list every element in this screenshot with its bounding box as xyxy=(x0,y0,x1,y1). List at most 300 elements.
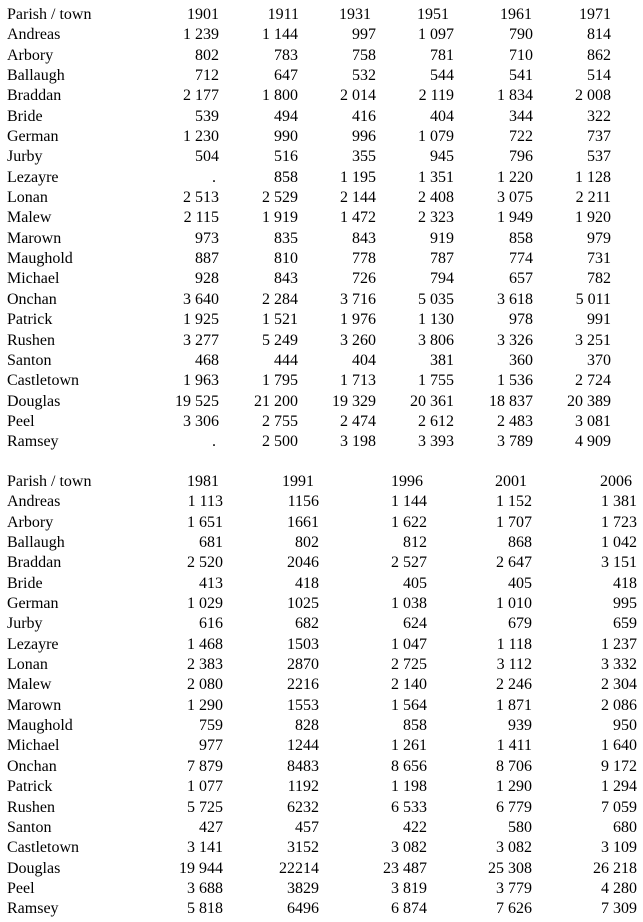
population-value: 1156 xyxy=(287,493,319,511)
population-value: 1025 xyxy=(287,595,319,613)
population-value: 828 xyxy=(295,717,319,735)
population-value: 1 220 xyxy=(497,168,533,186)
parish-name: Peel xyxy=(7,412,35,430)
table-row xyxy=(7,859,643,879)
population-value: 2 115 xyxy=(183,209,219,227)
population-value: 3 393 xyxy=(418,433,454,451)
population-value: 19 525 xyxy=(175,392,219,410)
parish-name: Marown xyxy=(7,696,62,714)
column-header-year: 1981 xyxy=(187,473,219,490)
table-row xyxy=(7,351,643,371)
parish-name: Ramsey xyxy=(7,900,59,918)
population-value: 1 077 xyxy=(187,778,223,796)
population-value: 19 944 xyxy=(179,859,223,877)
table-row xyxy=(7,66,643,86)
population-value: 2 612 xyxy=(418,412,454,430)
population-value: 1 290 xyxy=(187,696,223,714)
population-value: 794 xyxy=(430,270,454,288)
population-value: 544 xyxy=(430,67,454,85)
population-value: 990 xyxy=(274,128,298,146)
population-value: 977 xyxy=(199,737,223,755)
population-value: 659 xyxy=(613,615,637,633)
table-row xyxy=(7,249,643,269)
table-row xyxy=(7,798,643,818)
population-value: 3829 xyxy=(287,879,319,897)
population-value: 5 249 xyxy=(262,331,298,349)
population-value: 2 119 xyxy=(418,87,454,105)
population-value: 1 925 xyxy=(183,311,219,329)
table-row xyxy=(7,614,643,634)
population-value: 444 xyxy=(274,351,298,369)
column-header-year: 1961 xyxy=(500,6,532,23)
population-value: 928 xyxy=(195,270,219,288)
table-row xyxy=(7,208,643,228)
population-value: 2 724 xyxy=(575,372,611,390)
column-header-year: 2001 xyxy=(495,473,527,490)
population-value: 6 779 xyxy=(496,798,532,816)
population-value: 1 381 xyxy=(601,493,637,511)
population-value: 1 097 xyxy=(418,26,454,44)
parish-name: Maughold xyxy=(7,250,73,268)
population-value: 2 211 xyxy=(575,189,611,207)
population-value: 710 xyxy=(509,46,533,64)
parish-name: Bride xyxy=(7,574,43,592)
population-value: 3 277 xyxy=(183,331,219,349)
population-value: 20 361 xyxy=(410,392,454,410)
population-value: 1 113 xyxy=(187,493,223,511)
table-row xyxy=(7,432,643,452)
population-value: 790 xyxy=(509,26,533,44)
population-value: 6 533 xyxy=(391,798,427,816)
population-value: 3 306 xyxy=(183,412,219,430)
parish-name: Peel xyxy=(7,879,35,897)
population-value: 360 xyxy=(509,351,533,369)
column-header-year: 1911 xyxy=(267,6,299,23)
population-value: 802 xyxy=(295,534,319,552)
population-value: 2 408 xyxy=(418,189,454,207)
population-value: 2 144 xyxy=(340,189,376,207)
population-value: 712 xyxy=(195,67,219,85)
population-value: 1 622 xyxy=(391,513,427,531)
population-value: 945 xyxy=(430,148,454,166)
population-value: 3 082 xyxy=(496,839,532,857)
population-value: 759 xyxy=(199,717,223,735)
population-value: 3 112 xyxy=(496,656,532,674)
population-value: 418 xyxy=(295,574,319,592)
population-value: 1 144 xyxy=(391,493,427,511)
population-value: 1 261 xyxy=(391,737,427,755)
parish-name: Malew xyxy=(7,209,52,227)
population-value: 2 755 xyxy=(262,412,298,430)
population-value: 4 909 xyxy=(575,433,611,451)
population-value: 1 536 xyxy=(497,372,533,390)
parish-name: Jurby xyxy=(7,615,43,633)
population-value: 514 xyxy=(587,67,611,85)
population-value: 778 xyxy=(352,250,376,268)
table-row xyxy=(7,553,643,573)
population-value: 796 xyxy=(509,148,533,166)
table-header-row xyxy=(7,472,643,492)
population-value: 1 042 xyxy=(601,534,637,552)
table-row xyxy=(7,818,643,838)
table-row xyxy=(7,594,643,614)
population-value: 2 177 xyxy=(183,87,219,105)
population-value: 1 707 xyxy=(496,513,532,531)
parish-name: Braddan xyxy=(7,554,62,572)
parish-name: Marown xyxy=(7,229,62,247)
parish-name: Bride xyxy=(7,107,43,125)
population-value: 1 152 xyxy=(496,493,532,511)
table-row xyxy=(7,86,643,106)
population-value: 737 xyxy=(587,128,611,146)
table-row xyxy=(7,574,643,594)
population-value: 22214 xyxy=(279,859,319,877)
table-row xyxy=(7,290,643,310)
population-value: 758 xyxy=(352,46,376,64)
population-value: 2 284 xyxy=(262,290,298,308)
population-value: 1 800 xyxy=(262,87,298,105)
population-value: . xyxy=(212,168,216,186)
population-value: 19 329 xyxy=(332,392,376,410)
population-value: 1 468 xyxy=(187,635,223,653)
population-value: 3 332 xyxy=(601,656,637,674)
population-value: 3 618 xyxy=(497,290,533,308)
population-value: 2 529 xyxy=(262,189,298,207)
parish-name: Ballaugh xyxy=(7,67,65,85)
population-value: 1661 xyxy=(287,513,319,531)
table-row xyxy=(7,188,643,208)
population-value: 2870 xyxy=(287,656,319,674)
table-row xyxy=(7,168,643,188)
population-value: 624 xyxy=(403,615,427,633)
parish-name: Patrick xyxy=(7,778,53,796)
population-value: 1 723 xyxy=(601,513,637,531)
population-value: 18 837 xyxy=(489,392,533,410)
population-value: 3 789 xyxy=(497,433,533,451)
population-value: 722 xyxy=(509,128,533,146)
population-value: 950 xyxy=(613,717,637,735)
population-value: 7 059 xyxy=(601,798,637,816)
population-value: 783 xyxy=(274,46,298,64)
population-value: 995 xyxy=(613,595,637,613)
population-value: 810 xyxy=(274,250,298,268)
population-value: 2 304 xyxy=(601,676,637,694)
population-value: 1192 xyxy=(287,778,319,796)
parish-name: German xyxy=(7,595,59,613)
population-value: 1 290 xyxy=(496,778,532,796)
population-value: 3 198 xyxy=(340,433,376,451)
population-value: 3 081 xyxy=(575,412,611,430)
population-value: 516 xyxy=(274,148,298,166)
population-value: 862 xyxy=(587,46,611,64)
table-row xyxy=(7,46,643,66)
population-value: 1 294 xyxy=(601,778,637,796)
population-value: 7 626 xyxy=(496,900,532,918)
parish-name: Lezayre xyxy=(7,168,59,186)
table-row xyxy=(7,127,643,147)
population-value: 1 920 xyxy=(575,209,611,227)
population-value: 843 xyxy=(274,270,298,288)
parish-name: Rushen xyxy=(7,798,55,816)
population-value: 537 xyxy=(587,148,611,166)
population-value: 3 819 xyxy=(391,879,427,897)
population-value: 1 472 xyxy=(340,209,376,227)
population-value: 7 879 xyxy=(187,757,223,775)
population-value: 1 963 xyxy=(183,372,219,390)
population-value: 973 xyxy=(195,229,219,247)
population-value: 1 239 xyxy=(183,26,219,44)
population-value: 457 xyxy=(295,818,319,836)
table-row xyxy=(7,412,643,432)
parish-name: Braddan xyxy=(7,87,62,105)
population-table-1981-2006 xyxy=(7,472,643,920)
table-row xyxy=(7,736,643,756)
population-value: 3 141 xyxy=(187,839,223,857)
table-row xyxy=(7,635,643,655)
parish-name: Santon xyxy=(7,818,52,836)
population-value: 1 871 xyxy=(496,696,532,714)
population-value: 404 xyxy=(430,107,454,125)
population-value: 532 xyxy=(352,67,376,85)
population-value: 1 755 xyxy=(418,372,454,390)
population-value: 979 xyxy=(587,229,611,247)
population-value: 8 706 xyxy=(496,757,532,775)
population-value: 344 xyxy=(509,107,533,125)
parish-name: Malew xyxy=(7,676,52,694)
table-row xyxy=(7,107,643,127)
population-value: 1 411 xyxy=(496,737,532,755)
parish-name: Maughold xyxy=(7,717,73,735)
population-value: 3 688 xyxy=(187,879,223,897)
parish-name: Lonan xyxy=(7,656,48,674)
population-value: 1244 xyxy=(287,737,319,755)
population-value: 2 500 xyxy=(262,433,298,451)
population-value: 1 038 xyxy=(391,595,427,613)
parish-name: Santon xyxy=(7,351,52,369)
population-value: 405 xyxy=(403,574,427,592)
population-value: 3 260 xyxy=(340,331,376,349)
population-value: 1 640 xyxy=(601,737,637,755)
population-value: 26 218 xyxy=(593,859,637,877)
population-value: . xyxy=(212,433,216,451)
column-header-year: 2006 xyxy=(600,473,632,490)
column-header-parish: Parish / town xyxy=(7,6,92,23)
population-value: 2 383 xyxy=(187,656,223,674)
population-value: 682 xyxy=(295,615,319,633)
population-value: 781 xyxy=(430,46,454,64)
table-row xyxy=(7,533,643,553)
population-value: 679 xyxy=(508,615,532,633)
column-header-year: 1996 xyxy=(391,473,423,490)
population-value: 427 xyxy=(199,818,223,836)
population-value: 1 237 xyxy=(601,635,637,653)
population-value: 657 xyxy=(509,270,533,288)
table-row xyxy=(7,269,643,289)
population-value: 1 195 xyxy=(340,168,376,186)
population-value: 787 xyxy=(430,250,454,268)
population-value: 1 118 xyxy=(496,635,532,653)
population-value: 405 xyxy=(508,574,532,592)
population-value: 4 280 xyxy=(601,879,637,897)
population-value: 3 251 xyxy=(575,331,611,349)
population-value: 6232 xyxy=(287,798,319,816)
population-value: 1 564 xyxy=(391,696,427,714)
population-value: 580 xyxy=(508,818,532,836)
population-value: 2 140 xyxy=(391,676,427,694)
population-value: 422 xyxy=(403,818,427,836)
parish-name: Castletown xyxy=(7,372,79,390)
population-value: 1 713 xyxy=(340,372,376,390)
parish-name: Douglas xyxy=(7,392,61,410)
column-header-year: 1971 xyxy=(579,6,611,23)
parish-name: Ballaugh xyxy=(7,534,65,552)
population-value: 1 834 xyxy=(497,87,533,105)
population-value: 1 795 xyxy=(262,372,298,390)
population-value: 416 xyxy=(352,107,376,125)
population-value: 1 144 xyxy=(262,26,298,44)
population-value: 418 xyxy=(613,574,637,592)
population-value: 7 309 xyxy=(601,900,637,918)
table-row xyxy=(7,696,643,716)
population-value: 5 011 xyxy=(575,290,611,308)
table-row xyxy=(7,371,643,391)
table-row xyxy=(7,331,643,351)
population-value: 20 389 xyxy=(567,392,611,410)
population-value: 782 xyxy=(587,270,611,288)
population-value: 2 014 xyxy=(340,87,376,105)
population-value: 939 xyxy=(508,717,532,735)
parish-name: Douglas xyxy=(7,859,61,877)
table-row xyxy=(7,392,643,412)
parish-name: Arbory xyxy=(7,513,54,531)
parish-name: Castletown xyxy=(7,839,79,857)
population-value: 381 xyxy=(430,351,454,369)
parish-name: Michael xyxy=(7,737,60,755)
population-value: 541 xyxy=(509,67,533,85)
population-value: 3 716 xyxy=(340,290,376,308)
population-value: 2 483 xyxy=(497,412,533,430)
population-value: 23 487 xyxy=(383,859,427,877)
population-value: 1 919 xyxy=(262,209,298,227)
population-value: 1 976 xyxy=(340,311,376,329)
table-row xyxy=(7,838,643,858)
population-value: 3152 xyxy=(287,839,319,857)
population-value: 2 725 xyxy=(391,656,427,674)
parish-name: Michael xyxy=(7,270,60,288)
population-value: 1 949 xyxy=(497,209,533,227)
population-value: 370 xyxy=(587,351,611,369)
population-value: 2 513 xyxy=(183,189,219,207)
population-value: 3 075 xyxy=(497,189,533,207)
table-row xyxy=(7,757,643,777)
population-value: 731 xyxy=(587,250,611,268)
population-value: 681 xyxy=(199,534,223,552)
population-value: 858 xyxy=(509,229,533,247)
column-header-year: 1901 xyxy=(187,6,219,23)
population-value: 322 xyxy=(587,107,611,125)
population-value: 2 474 xyxy=(340,412,376,430)
table-row xyxy=(7,513,643,533)
column-header-year: 1951 xyxy=(417,6,449,23)
table-row xyxy=(7,492,643,512)
parish-name: Lonan xyxy=(7,189,48,207)
population-value: 3 082 xyxy=(391,839,427,857)
population-value: 2 647 xyxy=(496,554,532,572)
population-value: 843 xyxy=(352,229,376,247)
population-table-1901-1971 xyxy=(7,5,643,453)
population-value: 1 651 xyxy=(187,513,223,531)
parish-name: Andreas xyxy=(7,493,61,511)
population-value: 9 172 xyxy=(601,757,637,775)
column-header-parish: Parish / town xyxy=(7,473,92,490)
population-value: 3 779 xyxy=(496,879,532,897)
parish-name: Onchan xyxy=(7,290,57,308)
table-row xyxy=(7,777,643,797)
population-value: 8483 xyxy=(287,757,319,775)
population-value: 3 640 xyxy=(183,290,219,308)
parish-name: German xyxy=(7,128,59,146)
population-value: 996 xyxy=(352,128,376,146)
population-value: 3 151 xyxy=(601,554,637,572)
parish-name: Onchan xyxy=(7,757,57,775)
population-value: 3 109 xyxy=(601,839,637,857)
parish-name: Lezayre xyxy=(7,635,59,653)
population-value: 25 308 xyxy=(488,859,532,877)
population-value: 835 xyxy=(274,229,298,247)
population-value: 680 xyxy=(613,818,637,836)
parish-name: Rushen xyxy=(7,331,55,349)
parish-name: Andreas xyxy=(7,26,61,44)
table-row xyxy=(7,675,643,695)
population-value: 868 xyxy=(508,534,532,552)
population-value: 504 xyxy=(195,148,219,166)
population-value: 8 656 xyxy=(391,757,427,775)
population-value: 355 xyxy=(352,148,376,166)
population-value: 997 xyxy=(352,26,376,44)
table-row xyxy=(7,147,643,167)
table-row xyxy=(7,310,643,330)
population-value: 494 xyxy=(274,107,298,125)
population-value: 2 080 xyxy=(187,676,223,694)
population-value: 539 xyxy=(195,107,219,125)
population-value: 887 xyxy=(195,250,219,268)
population-value: 1 029 xyxy=(187,595,223,613)
population-value: 1553 xyxy=(287,696,319,714)
table-row xyxy=(7,655,643,675)
table-row xyxy=(7,229,643,249)
population-value: 3 806 xyxy=(418,331,454,349)
population-value: 2 086 xyxy=(601,696,637,714)
population-value: 616 xyxy=(199,615,223,633)
population-value: 812 xyxy=(403,534,427,552)
population-value: 1 351 xyxy=(418,168,454,186)
population-value: 774 xyxy=(509,250,533,268)
population-value: 2 323 xyxy=(418,209,454,227)
table-row xyxy=(7,25,643,45)
table-row xyxy=(7,716,643,736)
table-header-row xyxy=(7,5,643,25)
column-header-year: 1991 xyxy=(282,473,314,490)
population-value: 21 200 xyxy=(254,392,298,410)
population-value: 2 520 xyxy=(187,554,223,572)
population-value: 919 xyxy=(430,229,454,247)
parish-name: Arbory xyxy=(7,46,54,64)
population-value: 5 725 xyxy=(187,798,223,816)
population-value: 1 198 xyxy=(391,778,427,796)
population-value: 2 008 xyxy=(575,87,611,105)
parish-name: Jurby xyxy=(7,148,43,166)
population-value: 1 230 xyxy=(183,128,219,146)
